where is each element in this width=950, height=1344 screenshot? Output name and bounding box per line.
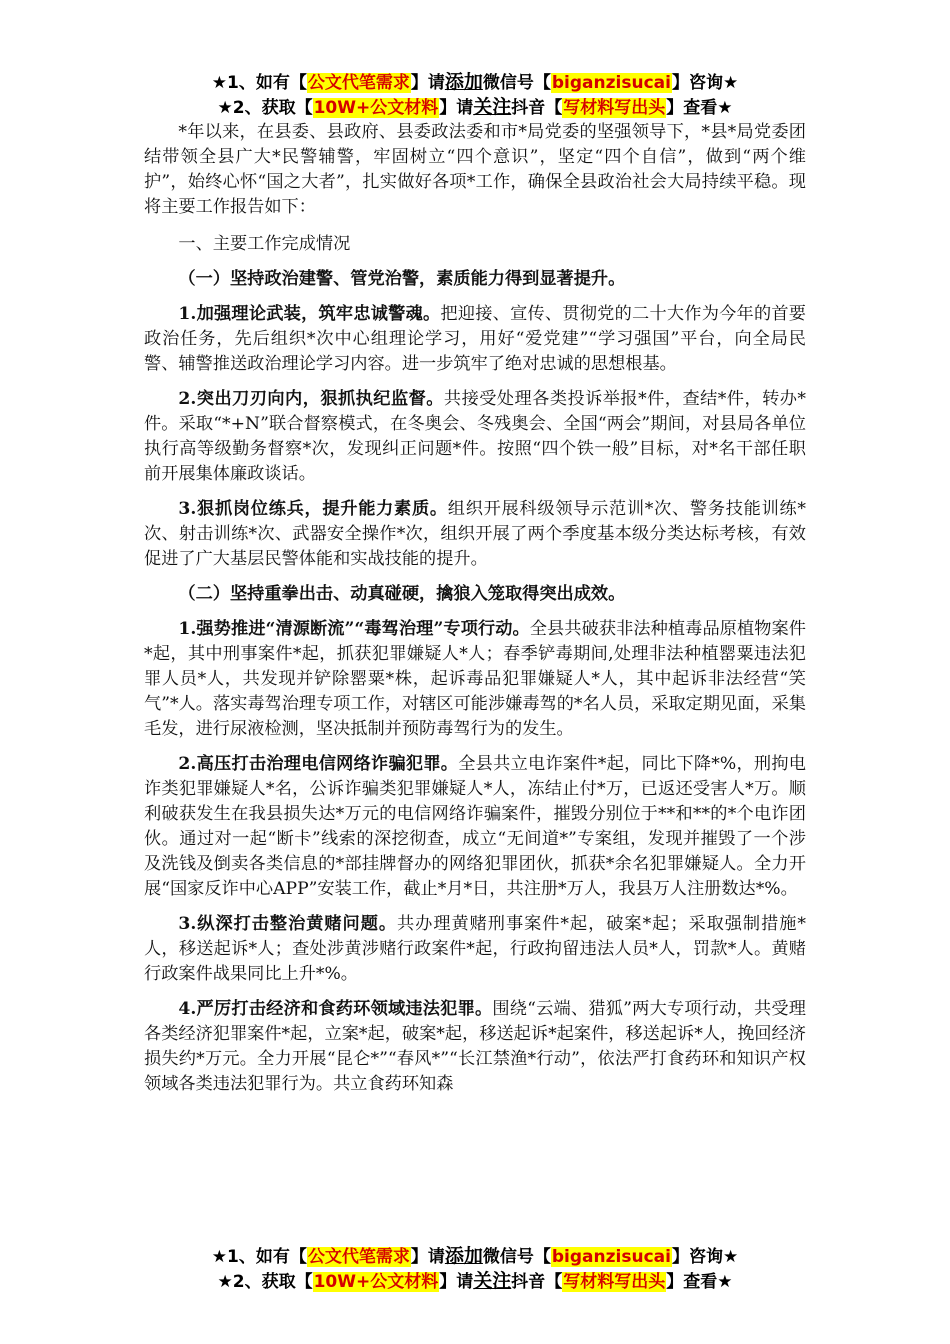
- footer-banner: [0, 1244, 950, 1294]
- paragraph: 4.严厉打击经济和食药环领域违法犯罪。围绕“云端、猎狐”两大专项行动，共受理各类经济犯罪案件*起，立案*起，破案*起，移送起诉*起案件，移送起诉*人，挽回经济损失约*万元。全力开展“昆仑*”“春风*”“长江禁渔*行动”，依法严打食药环和知识产权领域各类违法犯罪行为。共立食药环知森: [144, 999, 806, 1094]
- highlight-service: 公文代笔需求: [307, 1247, 410, 1267]
- banner-line-2: ★2、获取【10W+公文材料】请关注抖音【写材料写出头】查看★: [217, 1270, 733, 1292]
- banner-line-1: ★1、如有【公文代笔需求】请添加微信号【biganzisucai】咨询★: [211, 71, 739, 93]
- highlight-wechat-id: biganzisucai: [551, 1247, 671, 1267]
- highlight-douyin: 写材料写出头: [563, 1272, 666, 1292]
- paragraph: 2.高压打击治理电信网络诈骗犯罪。全县共立电诈案件*起，同比下降*%，刑拘电诈类犯罪嫌疑人*名，公诉诈骗类犯罪嫌疑人*人，冻结止付*万，已返还受害人*万。顺利破获发生在我县损失达*万元的电信网络诈骗案件，摧毁分别位于**和**的*个电诈团伙。通过对一起“断卡”线索的深挖彻查，成立“无间道*”专案组，发现并摧毁了一个涉及洗钱及倒卖各类信息的*部挂牌督办的网络犯罪团伙，抓获*余名犯罪嫌疑人。全力开展“国家反诈中心APP”安装工作，截止*月*日，共注册*万人，我县万人注册数达*%。: [144, 754, 806, 899]
- subsection-title-1: （一）坚持政治建警、管党治警，素质能力得到显著提升。: [178, 269, 626, 289]
- subsection-title-2: （二）坚持重拳出击、动真碰硬，擒狼入笼取得突出成效。: [178, 584, 626, 604]
- highlight-wechat-id: biganzisucai: [551, 73, 671, 93]
- paragraph: 1.加强理论武装，筑牢忠诚警魂。把迎接、宣传、贯彻党的二十大作为今年的首要政治任务，先后组织*次中心组理论学习，用好“爱党建”“学习强国”平台，向全局民警、辅警推送政治理论学习内容。进一步筑牢了绝对忠诚的思想根基。: [144, 304, 806, 374]
- document-body: [144, 120, 806, 1097]
- paragraph: 2.突出刀刃向内，狠抓执纪监督。共接受处理各类投诉举报*件，查结*件，转办*件。采取“*+N”联合督察模式，在冬奥会、冬残奥会、全国“两会”期间，对县局各单位执行高等级勤务督察*次，发现纠正问题*件。按照“四个铁一般”目标，对*名干部任职前开展集体廉政谈话。: [144, 389, 806, 484]
- section-heading: 一、主要工作完成情况: [178, 234, 351, 254]
- paragraph: 1.强势推进“清源断流”“毒驾治理”专项行动。全县共破获非法种植毒品原植物案件*起，其中刑事案件*起，抓获犯罪嫌疑人*人；春季铲毒期间,处理非法种植罂粟违法犯罪人员*人，共发现并铲除罂粟*株，起诉毒品犯罪嫌疑人*人，其中起诉非法经营“笑气”*人。落实毒驾治理专项工作，对辖区可能涉嫌毒驾的*名人员，采取定期见面，采集毛发，进行尿液检测，坚决抵制并预防毒驾行为的发生。: [144, 619, 806, 739]
- paragraph: 3.狠抓岗位练兵，提升能力素质。组织开展科级领导示范训*次、警务技能训练*次、射击训练*次、武器安全操作*次，组织开展了两个季度基本级分类达标考核，有效促进了广大基层民警体能和实战技能的提升。: [144, 499, 806, 569]
- banner-line-2: ★2、获取【10W+公文材料】请关注抖音【写材料写出头】查看★: [217, 96, 733, 118]
- highlight-douyin: 写材料写出头: [563, 98, 666, 118]
- highlight-materials: 10W+公文材料: [313, 1272, 439, 1292]
- highlight-materials: 10W+公文材料: [313, 98, 439, 118]
- intro-paragraph: *年以来，在县委、县政府、县委政法委和市*局党委的坚强领导下，*县*局党委团结带领全县广大*民警辅警，牢固树立“四个意识”，坚定“四个自信”，做到“两个维护”，始终心怀“国之大者”，扎实做好各项*工作，确保全县政治社会大局持续平稳。现将主要工作报告如下：: [144, 122, 806, 217]
- header-banner: [0, 70, 950, 120]
- highlight-service: 公文代笔需求: [307, 73, 410, 93]
- paragraph: 3.纵深打击整治黄赌问题。共办理黄赌刑事案件*起，破案*起；采取强制措施*人，移送起诉*人；查处涉黄涉赌行政案件*起，行政拘留违法人员*人，罚款*人。黄赌行政案件战果同比上升*%。: [144, 914, 806, 984]
- banner-line-1: ★1、如有【公文代笔需求】请添加微信号【biganzisucai】咨询★: [211, 1245, 739, 1267]
